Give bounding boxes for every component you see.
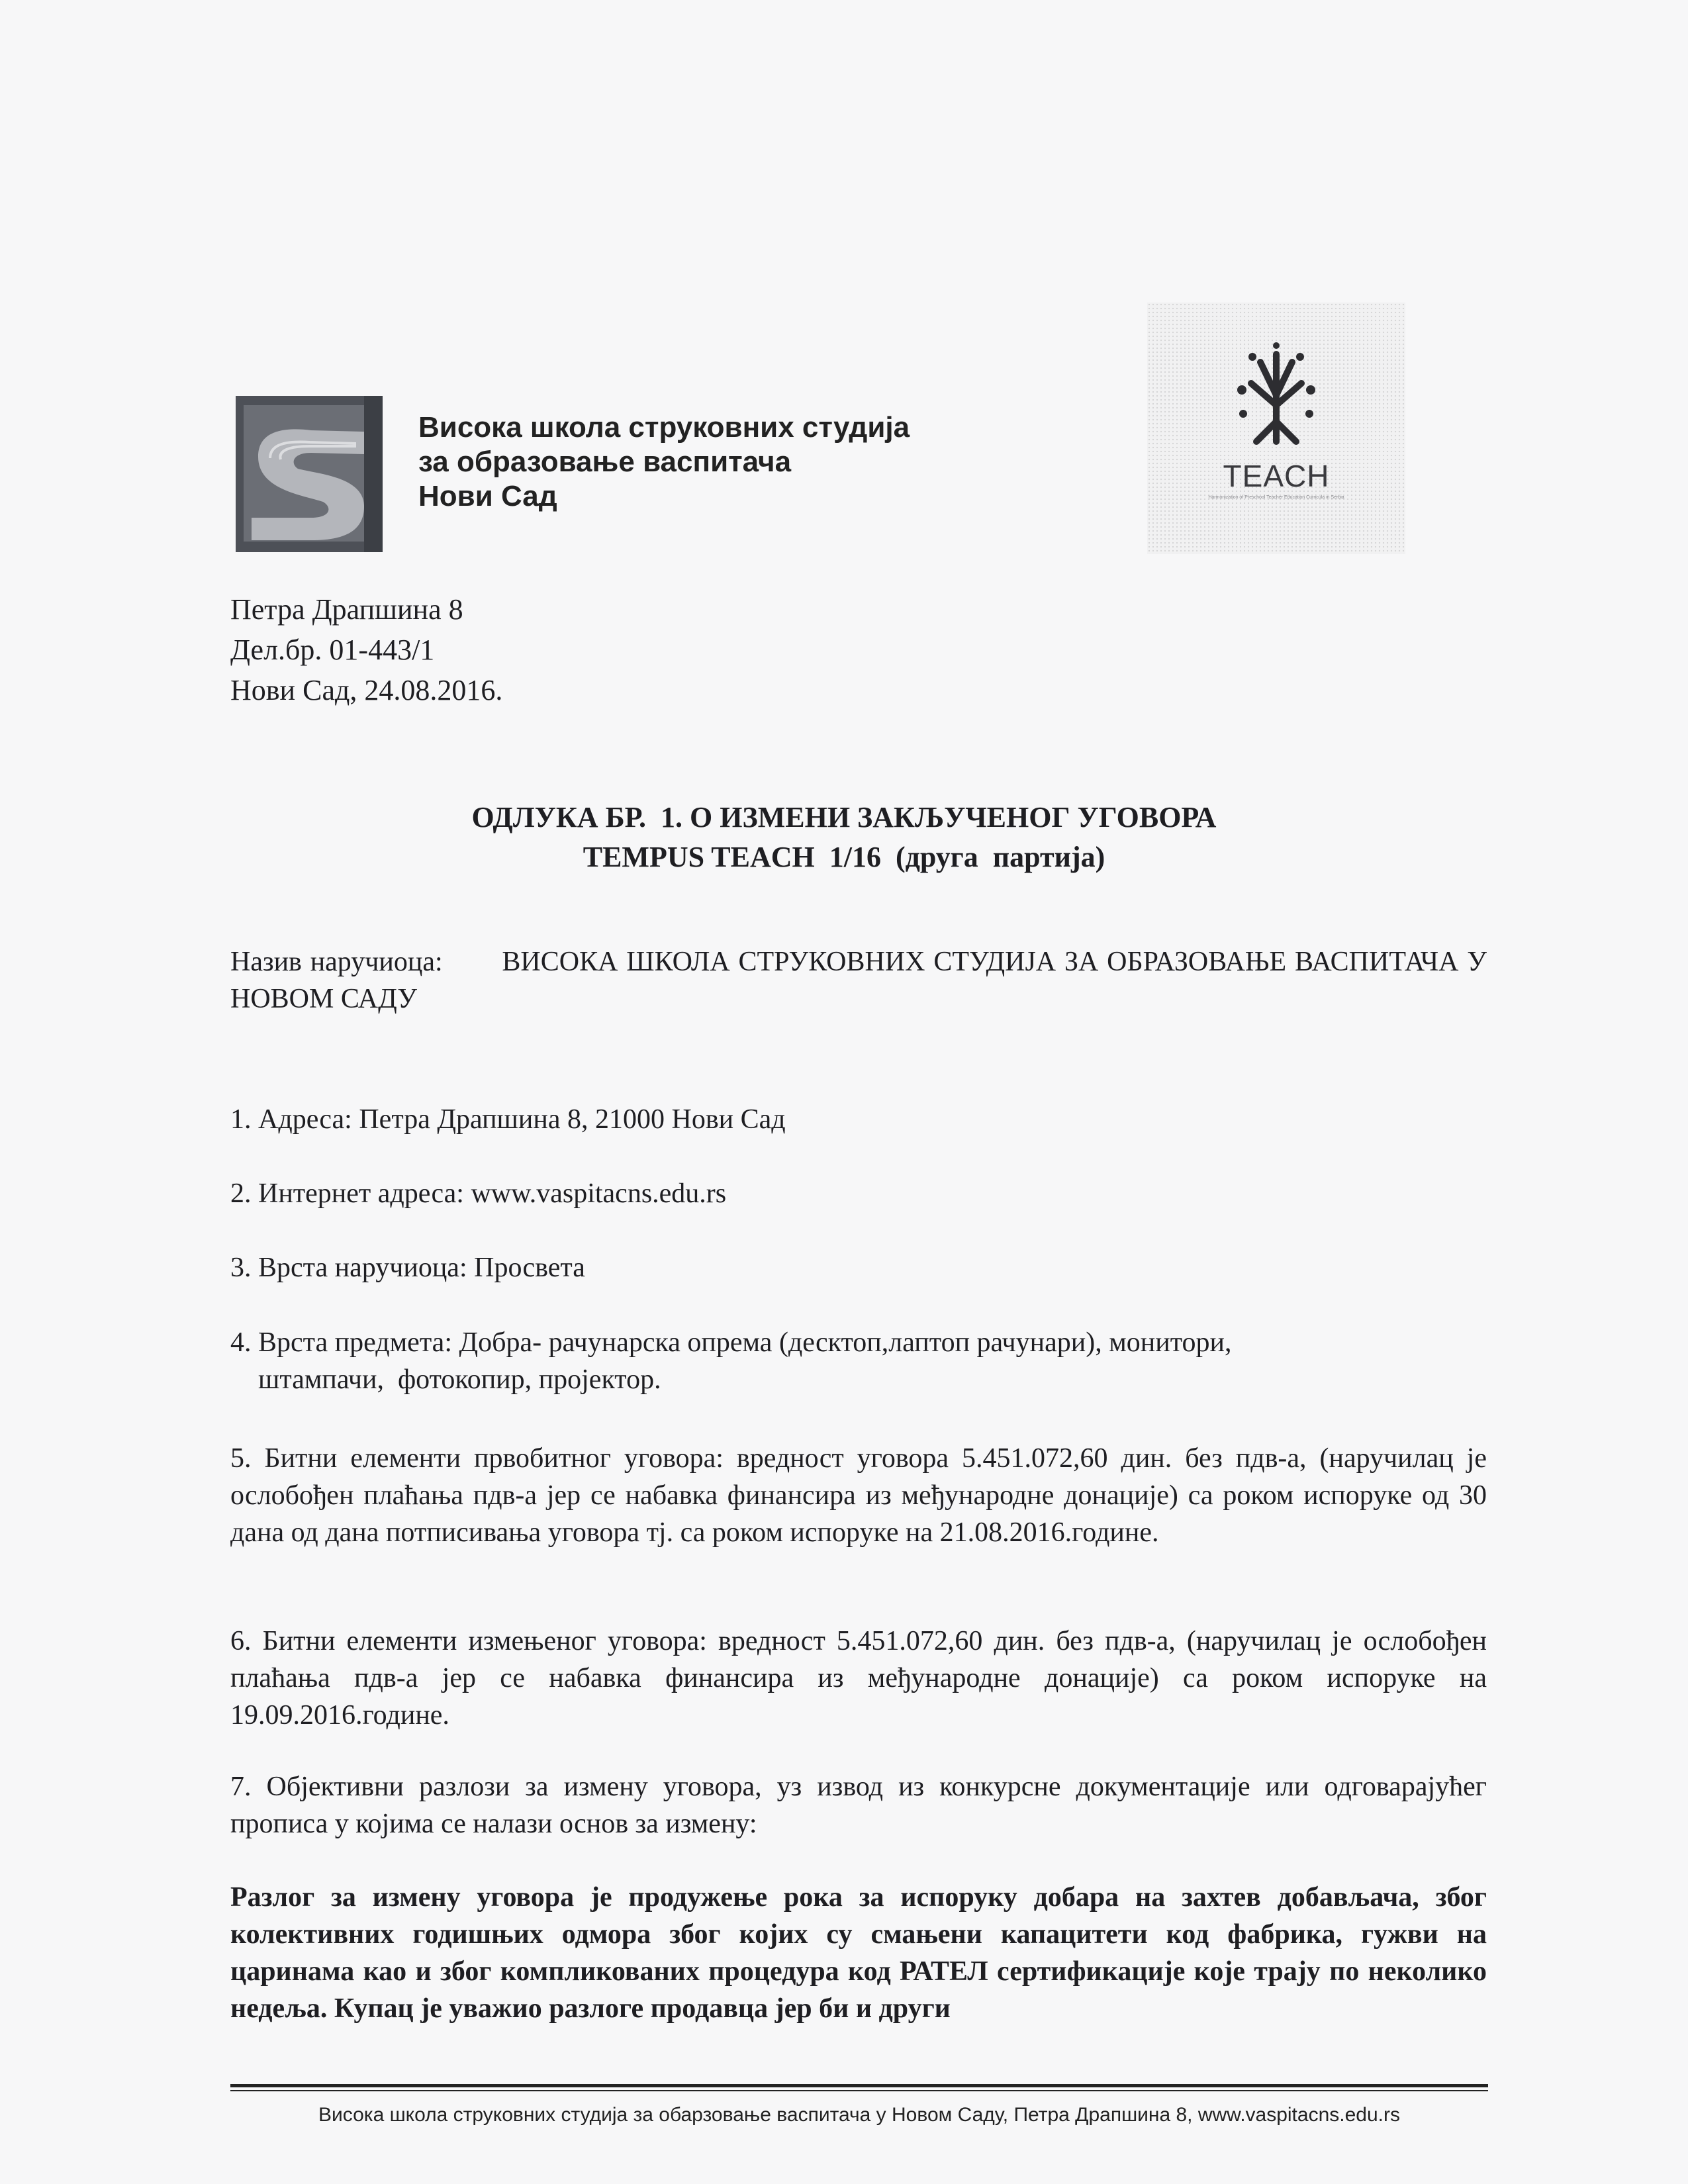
item-subject-line2: штампачи, фотокопир, пројектор. [258, 1364, 661, 1395]
footer-rule-thin [230, 2090, 1488, 2091]
school-name [418, 410, 1014, 514]
school-name-line3: Нови Сад [418, 480, 557, 512]
school-name-line1: Висока школа струковних студија [418, 411, 910, 444]
document-title [0, 798, 1688, 877]
document-header [230, 589, 502, 710]
school-name-line2: за образовање васпитача [418, 446, 792, 478]
item-amended-contract: 6. Битни елементи измењеног уговора: вредност 5.451.072,60 дин. без пдв-а, (наручилац је ослобођен плаћања пдв-а јер се набавка финансира из међународне донације) са роком испоруке на 19.09.2016.године. [230, 1626, 1487, 1731]
client-block [230, 943, 1487, 1018]
place-date: Нови Сад, 24.08.2016. [230, 674, 503, 706]
title-line2: TEMPUS TEACH 1/16 (друга партија) [583, 841, 1105, 873]
tree-icon [1237, 342, 1316, 448]
item-subject-type [230, 1324, 1487, 1398]
client-value: ВИСОКА ШКОЛА СТРУКОВНИХ СТУДИЈА ЗА ОБРАЗОВАЊЕ ВАСПИТАЧА У НОВОМ САДУ [230, 947, 1487, 1014]
item-client-type: 3. Врста наручиоца: Просвета [230, 1253, 585, 1283]
reference-number: Дел.бр. 01-443/1 [230, 634, 435, 666]
item-reasons: 7. Објективни разлози за измену уговора, уз извод из конкурсне документације или одговарајућег прописа у којима се налази основ за измену: [230, 1772, 1487, 1839]
teach-logo [1147, 303, 1405, 554]
title-line1: ОДЛУКА БР. 1. О ИЗМЕНИ ЗАКЉУЧЕНОГ УГОВОРА [471, 801, 1217, 833]
item-address: 1. Адреса: Петра Драпшина 8, 21000 Нови Сад [230, 1104, 786, 1135]
item-website: 2. Интернет адреса: www.vaspitacns.edu.rs [230, 1178, 727, 1209]
teach-logo-subtext: Harmonization of Preschool Teacher Education Curricula in Serbia [1208, 495, 1344, 500]
client-label: Назив наручиоца: [230, 947, 443, 977]
school-logo [232, 391, 391, 556]
item-subject-line1: 4. Врста предмета: Добра- рачунарска опрема (десктоп,лаптоп рачунари), монитори, [230, 1327, 1232, 1358]
address-line: Петра Драпшина 8 [230, 593, 463, 626]
footer-rule [230, 2084, 1488, 2087]
teach-logo-text: TEACH [1223, 459, 1330, 493]
reason-paragraph: Разлог за измену уговора је продужење рока за испоруку добара на захтев добављача, због колективних годишњих одмора због којих су смањени капацитети код фабрика, гужви на царинама као и због компликованих процедура код РАТЕЛ сертификације које трају по неколико недеља. Купац је уважио разлоге продавца јер би и други [230, 1882, 1487, 2024]
footer-text: Висока школа струковних студија за обарзовање васпитача у Новом Саду, Петра Драпшина 8, www.vaspitacns.edu.rs [318, 2104, 1400, 2126]
item-original-contract: 5. Битни елементи првобитног уговора: вредност уговора 5.451.072,60 дин. без пдв-а, (наручилац је ослобођен плаћања пдв-а јер се набавка финансира из међународне донације) са роком испоруке од 30 дана од дана потписивања уговора тј. са роком испоруке на 21.08.2016.године. [230, 1443, 1487, 1548]
